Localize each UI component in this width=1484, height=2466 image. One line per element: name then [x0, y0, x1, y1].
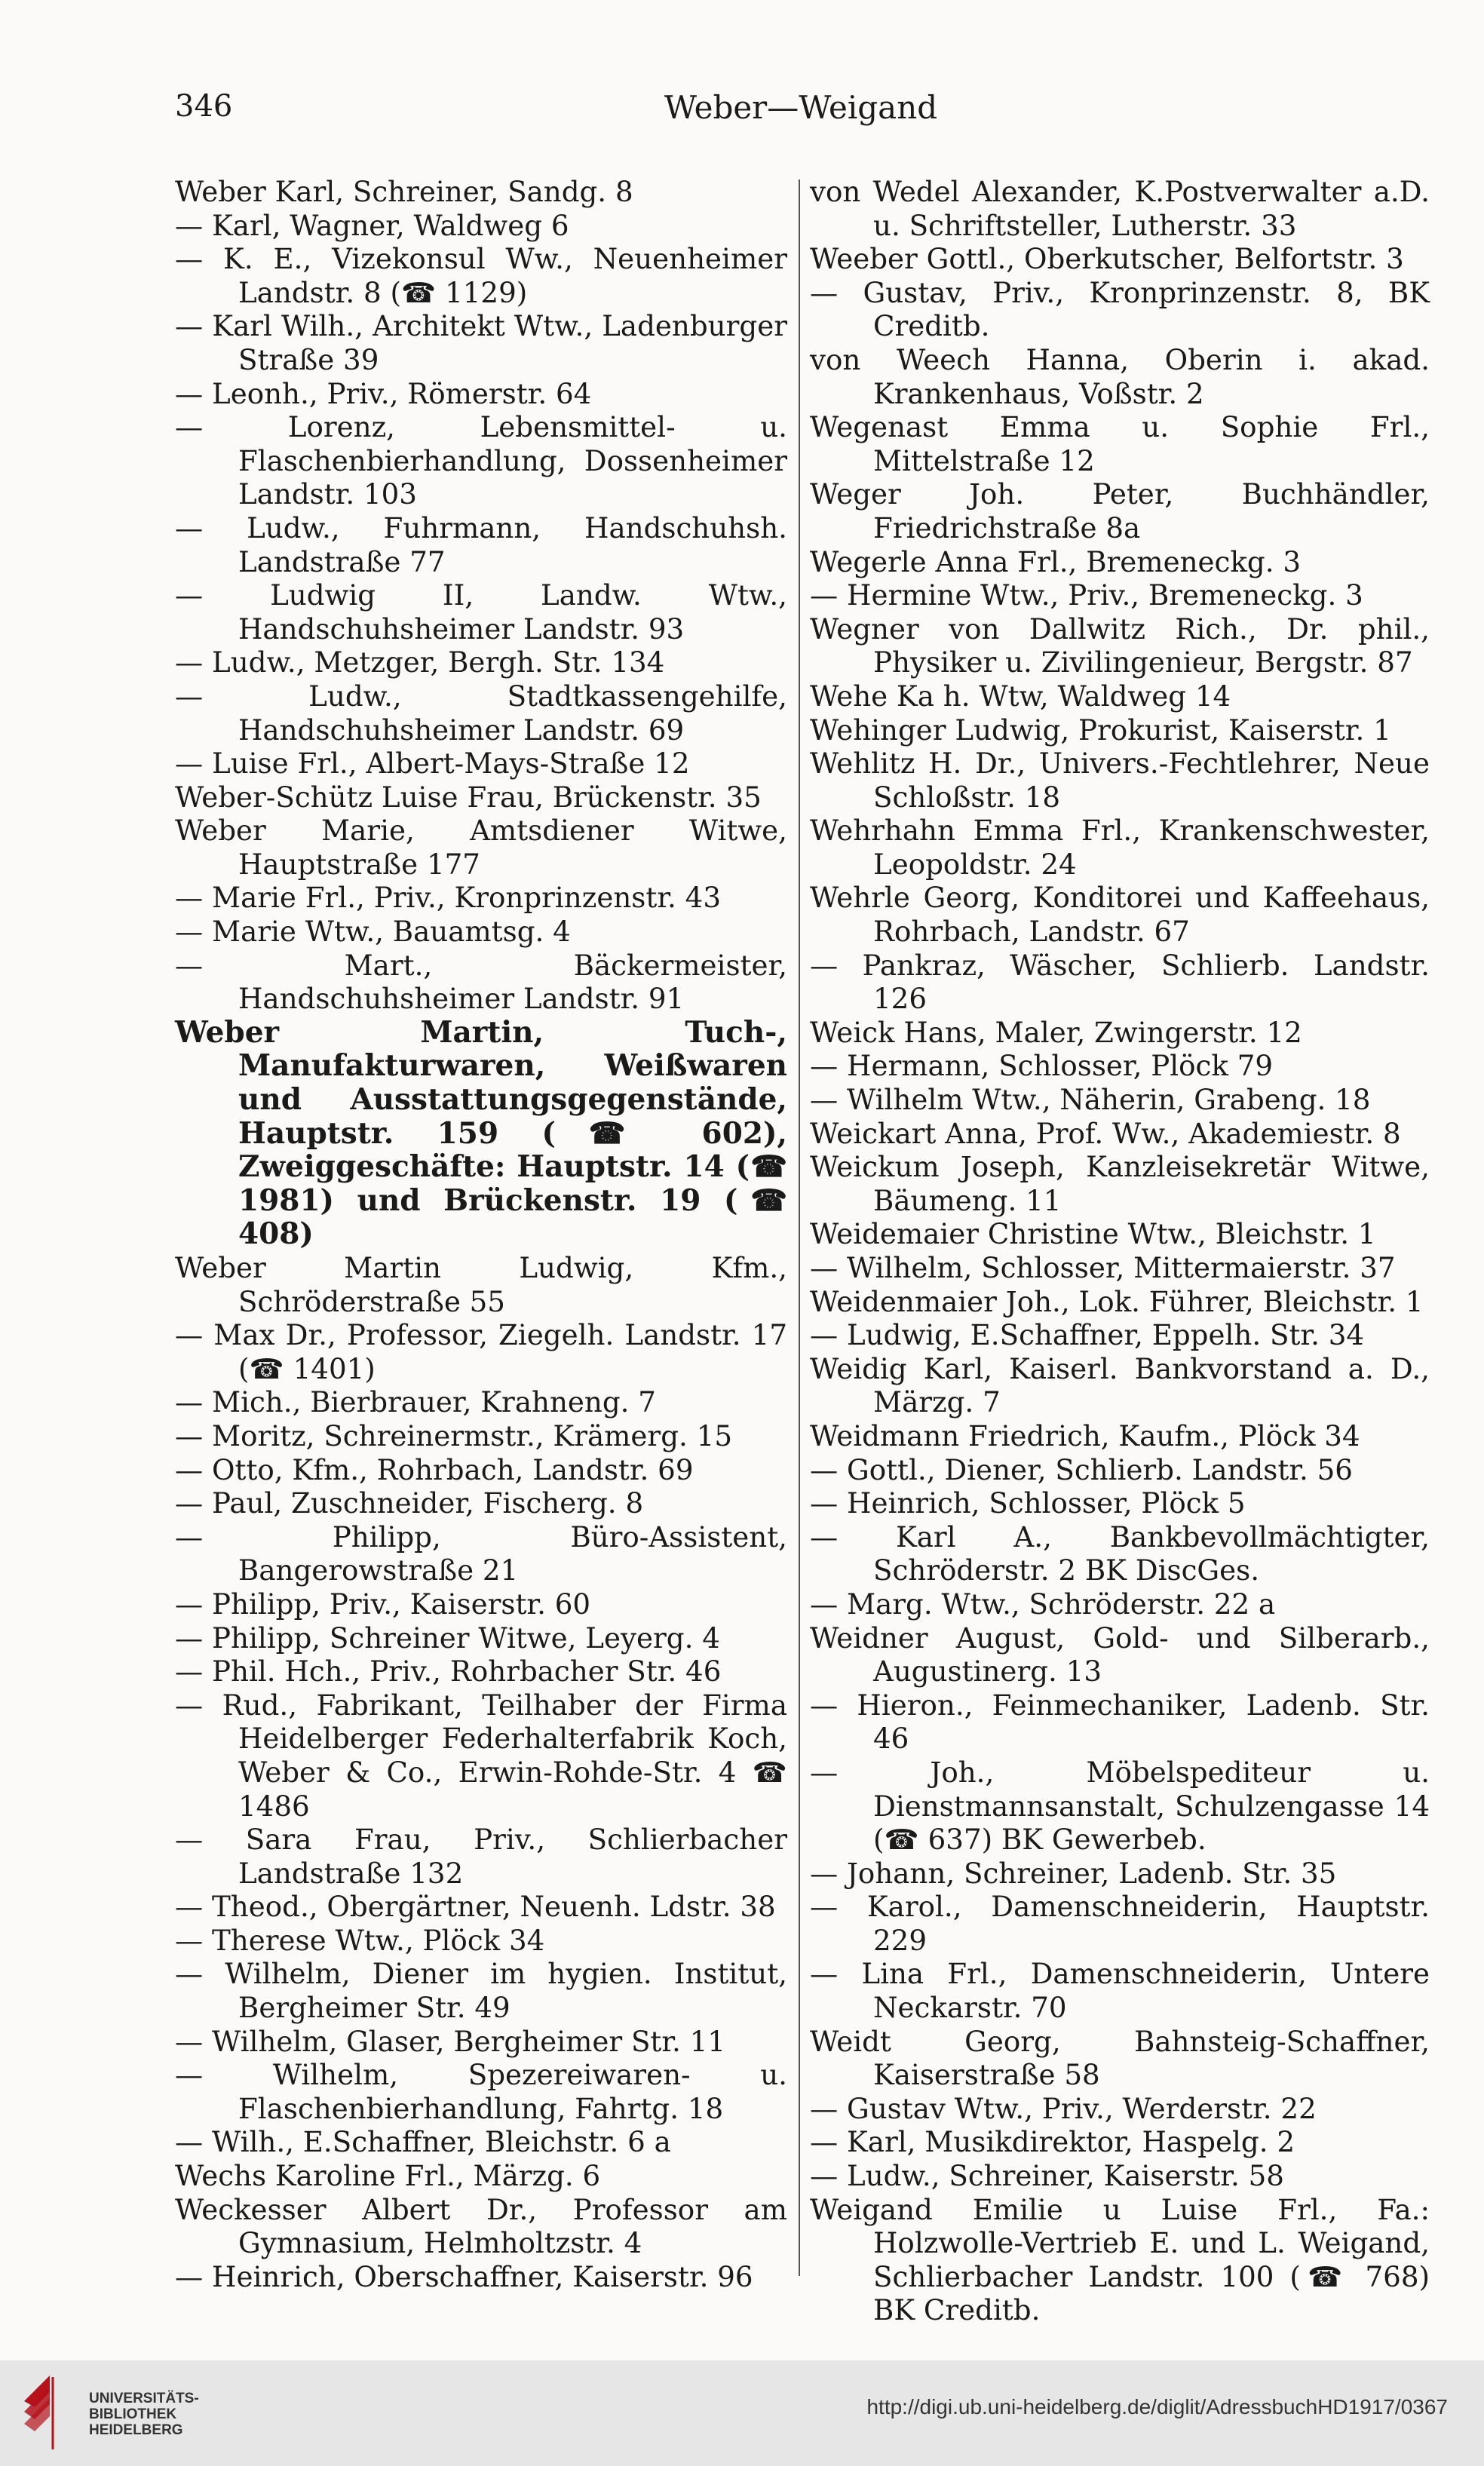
directory-entry: — Wilh., E.Schaffner, Bleichstr. 6 a — [175, 2125, 671, 2159]
directory-entry: — Philipp, Schreiner Witwe, Leyerg. 4 — [175, 1621, 720, 1655]
source-url-link[interactable]: http://digi.ub.uni-heidelberg.de/diglit/AdressbuchHD1917/0367 — [866, 2395, 1448, 2418]
logo-line: HEIDELBERG — [89, 2422, 183, 2438]
directory-entry: Wehrhahn Emma Frl., Krankenschwester, Leopoldstr. 24 — [810, 814, 1430, 881]
directory-entry: — Mich., Bierbrauer, Krahneng. 7 — [175, 1385, 656, 1419]
directory-entry: — Paul, Zuschneider, Fischerg. 8 — [175, 1486, 644, 1520]
directory-entry: — Karl A., Bankbevollmächtigter, Schröderstr. 2 BK DiscGes. — [810, 1520, 1430, 1587]
directory-entry: Weckesser Albert Dr., Professor am Gymnasium, Helmholtzstr. 4 — [175, 2192, 787, 2260]
footer-bar — [0, 2360, 1484, 2466]
directory-entry: — Heinrich, Oberschaffner, Kaiserstr. 96 — [175, 2259, 753, 2293]
directory-entry: Wechs Karoline Frl., Märzg. 6 — [175, 2159, 601, 2193]
directory-entry: Wehrle Georg, Konditorei und Kaffeehaus, Rohrbach, Landstr. 67 — [810, 881, 1430, 949]
directory-entry: — Heinrich, Schlosser, Plöck 5 — [810, 1486, 1246, 1520]
directory-entry: — Pankraz, Wäscher, Schlierb. Landstr. 126 — [810, 948, 1430, 1016]
directory-entry: — Hermine Wtw., Priv., Bremeneckg. 3 — [810, 578, 1363, 612]
directory-entry: — Moritz, Schreinermstr., Krämerg. 15 — [175, 1419, 732, 1452]
directory-entry: — Philipp, Büro-Assistent, Bangerowstraße 21 — [175, 1520, 787, 1587]
directory-entry: Wegerle Anna Frl., Bremeneckg. 3 — [810, 544, 1301, 578]
directory-entry: — Marie Frl., Priv., Kronprinzenstr. 43 — [175, 881, 721, 915]
directory-entry: Weeber Gottl., Oberkutscher, Belfortstr. 3 — [810, 242, 1404, 276]
directory-entry: — Sara Frau, Priv., Schlierbacher Landstraße 132 — [175, 1823, 787, 1890]
directory-entry: — Ludw., Metzger, Bergh. Str. 134 — [175, 646, 665, 679]
directory-entry: — Otto, Kfm., Rohrbach, Landstr. 69 — [175, 1452, 694, 1486]
directory-entry: Weger Joh. Peter, Buchhändler, Friedrichstraße 8a — [810, 477, 1430, 544]
directory-entry: — Wilhelm, Spezereiwaren- u. Flaschenbierhandlung, Fahrtg. 18 — [175, 2058, 787, 2125]
directory-entry: — Mart., Bäckermeister, Handschuhsheimer Landstr. 91 — [175, 948, 787, 1016]
directory-entry: von Weech Hanna, Oberin i. akad. Krankenhaus, Voßstr. 2 — [810, 342, 1430, 410]
directory-entry: — Marg. Wtw., Schröderstr. 22 a — [810, 1587, 1276, 1621]
directory-entry: — Rud., Fabrikant, Teilhaber der Firma Heidelberger Federhalterfabrik Koch, Weber & Co., Erwin-Rohde-Str. 4 ☎ 1486 — [175, 1688, 787, 1823]
directory-entry: Weidenmaier Joh., Lok. Führer, Bleichstr. 1 — [810, 1284, 1424, 1318]
directory-entry: — Max Dr., Professor, Ziegelh. Landstr. 17 (☎ 1401) — [175, 1318, 787, 1385]
column-divider — [799, 179, 800, 2276]
directory-entry: — Ludwig, E.Schaffner, Eppelh. Str. 34 — [810, 1318, 1365, 1352]
directory-entry: — Theod., Obergärtner, Neuenh. Ldstr. 38 — [175, 1890, 776, 1924]
directory-entry: — Philipp, Priv., Kaiserstr. 60 — [175, 1587, 591, 1621]
directory-entry: Weigand Emilie u Luise Frl., Fa.: Holzwolle-Vertrieb E. und L. Weigand, Schlierbacher Landstr. 100 (☎ 768) BK Creditb. — [810, 2192, 1430, 2327]
directory-entry: — Wilhelm, Glaser, Bergheimer Str. 11 — [175, 2024, 726, 2058]
directory-entry: — Wilhelm, Schlosser, Mittermaierstr. 37 — [810, 1251, 1396, 1284]
directory-entry: — Karl, Musikdirektor, Haspelg. 2 — [810, 2125, 1295, 2159]
directory-entry: Weickart Anna, Prof. Ww., Akademiestr. 8 — [810, 1116, 1401, 1150]
directory-entry: — Johann, Schreiner, Ladenb. Str. 35 — [810, 1856, 1337, 1890]
directory-entry: — Luise Frl., Albert-Mays-Straße 12 — [175, 747, 690, 781]
directory-entry: Wehinger Ludwig, Prokurist, Kaiserstr. 1 — [810, 713, 1391, 747]
directory-entry: Wegenast Emma u. Sophie Frl., Mittelstraße 12 — [810, 410, 1430, 477]
left-column — [175, 175, 787, 2293]
directory-entry: — Gottl., Diener, Schlierb. Landstr. 56 — [810, 1452, 1353, 1486]
right-column — [810, 175, 1430, 2327]
directory-entry: — Ludw., Stadtkassengehilfe, Handschuhsheimer Landstr. 69 — [175, 679, 787, 747]
directory-entry: — Therese Wtw., Plöck 34 — [175, 1923, 545, 1957]
logo-line: UNIVERSITÄTS- — [89, 2391, 199, 2406]
directory-entry: Wegner von Dallwitz Rich., Dr. phil., Physiker u. Zivilingenieur, Bergstr. 87 — [810, 612, 1430, 679]
directory-entry: — Ludw., Schreiner, Kaiserstr. 58 — [810, 2159, 1284, 2193]
directory-entry: — Wilhelm, Diener im hygien. Institut, Bergheimer Str. 49 — [175, 1957, 787, 2025]
directory-entry: — Marie Wtw., Bauamtsg. 4 — [175, 915, 571, 949]
directory-entry: Weick Hans, Maler, Zwingerstr. 12 — [810, 1015, 1302, 1049]
directory-entry: Weber Martin Ludwig, Kfm., Schröderstraße 55 — [175, 1251, 787, 1318]
directory-entry: — Joh., Möbelspediteur u. Dienstmannsanstalt, Schulzengasse 14 (☎ 637) BK Gewerbeb. — [810, 1755, 1430, 1857]
directory-entry: — Karol., Damenschneiderin, Hauptstr. 229 — [810, 1890, 1430, 1957]
directory-entry: — Lina Frl., Damenschneiderin, Untere Neckarstr. 70 — [810, 1957, 1430, 2025]
library-logo-text — [89, 2391, 199, 2438]
directory-entry: Wehe Ka h. Wtw, Waldweg 14 — [810, 679, 1231, 713]
directory-entry: Weidmann Friedrich, Kaufm., Plöck 34 — [810, 1419, 1360, 1452]
directory-entry: Weber Karl, Schreiner, Sandg. 8 — [175, 175, 633, 208]
directory-entry: Weber-Schütz Luise Frau, Brückenstr. 35 — [175, 780, 762, 814]
directory-entry: — Lorenz, Lebensmittel- u. Flaschenbierhandlung, Dossenheimer Landstr. 103 — [175, 410, 787, 511]
page-number: 346 — [175, 89, 233, 124]
directory-entry: — Ludw., Fuhrmann, Handschuhsh. Landstraße 77 — [175, 511, 787, 578]
library-logo-icon — [20, 2371, 83, 2455]
directory-entry: — Ludwig II, Landw. Wtw., Handschuhsheimer Landstr. 93 — [175, 578, 787, 646]
directory-entry: — Hieron., Feinmechaniker, Ladenb. Str. 46 — [810, 1688, 1430, 1756]
logo-line: BIBLIOTHEK — [89, 2406, 177, 2422]
directory-entry: Weidt Georg, Bahnsteig-Schaffner, Kaiserstraße 58 — [810, 2024, 1430, 2092]
directory-entry: Weickum Joseph, Kanzleisekretär Witwe, Bäumeng. 11 — [810, 1150, 1430, 1217]
directory-entry: — Karl Wilh., Architekt Wtw., Ladenburger Straße 39 — [175, 309, 787, 376]
directory-entry: Weidemaier Christine Wtw., Bleichstr. 1 — [810, 1217, 1376, 1251]
directory-entry: Weber Marie, Amtsdiener Witwe, Hauptstraße 177 — [175, 814, 787, 881]
page-header — [175, 89, 1427, 134]
directory-entry: Weidner August, Gold- und Silberarb., Augustinerg. 13 — [810, 1621, 1430, 1688]
directory-entry: Wehlitz H. Dr., Univers.-Fechtlehrer, Neue Schloßstr. 18 — [810, 747, 1430, 814]
directory-entry: — Leonh., Priv., Römerstr. 64 — [175, 376, 592, 410]
directory-entry: Weidig Karl, Kaiserl. Bankvorstand a. D., Märzg. 7 — [810, 1351, 1430, 1419]
directory-entry: — Hermann, Schlosser, Plöck 79 — [810, 1049, 1274, 1083]
directory-entry: — Gustav Wtw., Priv., Werderstr. 22 — [810, 2091, 1317, 2125]
directory-entry: — Karl, Wagner, Waldweg 6 — [175, 208, 569, 242]
directory-entry: — K. E., Vizekonsul Ww., Neuenheimer Landstr. 8 (☎ 1129) — [175, 242, 787, 309]
directory-entry-highlighted: Weber Martin, Tuch-, Manufakturwaren, Weißwaren und Ausstattungsgegenstände, Hauptstr. 159 (☎ 602), Zweiggeschäfte: Hauptstr. 14 (☎ 1981) und Brückenstr. 19 (☎ 408) — [175, 1014, 787, 1252]
directory-entry: — Wilhelm Wtw., Näherin, Grabeng. 18 — [810, 1083, 1371, 1117]
directory-entry: — Phil. Hch., Priv., Rohrbacher Str. 46 — [175, 1655, 722, 1688]
directory-entry: von Wedel Alexander, K.Postverwalter a.D. u. Schriftsteller, Lutherstr. 33 — [810, 175, 1430, 242]
directory-entry: — Gustav, Priv., Kronprinzenstr. 8, BK Creditb. — [810, 275, 1430, 343]
running-head: Weber—Weigand — [664, 89, 938, 126]
